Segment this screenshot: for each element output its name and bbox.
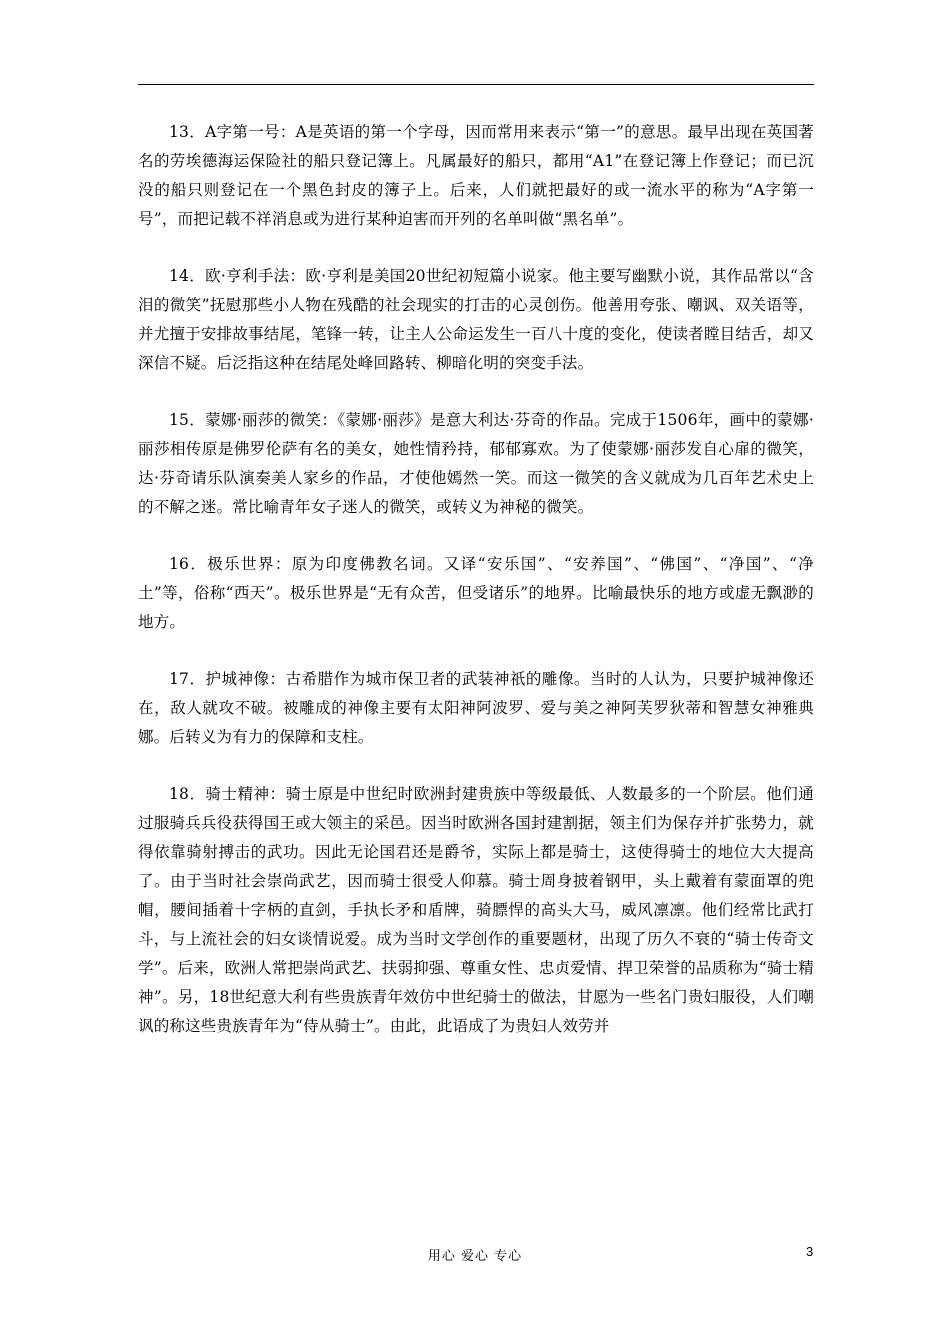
page-number: 3 (806, 1244, 814, 1259)
paragraph-15: 15．蒙娜·丽莎的微笑：《蒙娜·丽莎》是意大利达·芬奇的作品。完成于1506年，画中的蒙娜·丽莎相传原是佛罗伦萨有名的美女，她性情矜持，郁郁寡欢。为了使蒙娜·丽莎发自心扉的微笑，达·芬奇请乐队演奏美人家乡的作品，才使他嫣然一笑。而这一微笑的含义就成为几百年艺术史上的不解之迷。常比喻青年女子迷人的微笑，或转义为神秘的微笑。 (138, 411, 814, 516)
document-body (138, 118, 814, 1069)
paragraph-13: 13．A字第一号：A是英语的第一个字母，因而常用来表示“第一”的意思。最早出现在英国著名的劳埃德海运保险社的船只登记簿上。凡属最好的船只，都用“A1”在登记簿上作登记；而已沉没的船只则登记在一个黑色封皮的簿子上。后来，人们就把最好的或一流水平的称为“A字第一号”，而把记载不祥消息或为进行某种迫害而开列的名单叫做“黑名单”。 (138, 123, 814, 228)
paragraph-14: 14．欧·亨利手法：欧·亨利是美国20世纪初短篇小说家。他主要写幽默小说，其作品常以“含泪的微笑”抚慰那些小人物在残酷的社会现实的打击的心灵创伤。他善用夸张、嘲讽、双关语等，并尤擅于安排故事结尾，笔锋一转，让主人公命运发生一百八十度的变化，使读者瞠目结舌，却又深信不疑。后泛指这种在结尾处峰回路转、柳暗化明的突变手法。 (138, 267, 814, 372)
paragraph-16: 16．极乐世界：原为印度佛教名词。又译“安乐国”、“安养国”、“佛国”、“净国”、“净土”等，俗称“西天”。极乐世界是“无有众苦，但受诸乐”的地界。比喻最快乐的地方或虚无飘渺的地方。 (138, 555, 814, 631)
footer-motto: 用心 爱心 专心 (427, 1249, 523, 1264)
header-rule (138, 84, 814, 85)
paragraph-18: 18．骑士精神：骑士原是中世纪时欧洲封建贵族中等级最低、人数最多的一个阶层。他们通过服骑兵兵役获得国王或大领主的采邑。因当时欧洲各国封建割据，领主们为保存并扩张势力，就得依靠骑射搏击的武功。因此无论国君还是爵爷，实际上都是骑士，这使得骑士的地位大大提高了。由于当时社会崇尚武艺，因而骑士很受人仰慕。骑士周身披着钢甲，头上戴着有蒙面罩的兜帽，腰间插着十字柄的直剑，手执长矛和盾牌，骑膘悍的高头大马，威风凛凛。他们经常比武打斗，与上流社会的妇女谈情说爱。成为当时文学创作的重要题材，出现了历久不衰的“骑士传奇文学”。后来，欧洲人常把崇尚武艺、扶弱抑强、尊重女性、忠贞爱情、捍卫荣誉的品质称为“骑士精神”。另，18世纪意大利有些贵族青年效仿中世纪骑士的做法，甘愿为一些名门贵妇服役，人们嘲讽的称这些贵族青年为“侍从骑士”。由此，此语成了为贵妇人效劳并 (138, 785, 814, 1035)
paragraph-17: 17．护城神像：古希腊作为城市保卫者的武装神祇的雕像。当时的人认为，只要护城神像还在，敌人就攻不破。被雕成的神像主要有太阳神阿波罗、爱与美之神阿芙罗狄蒂和智慧女神雅典娜。后转义为有力的保障和支柱。 (138, 670, 814, 746)
